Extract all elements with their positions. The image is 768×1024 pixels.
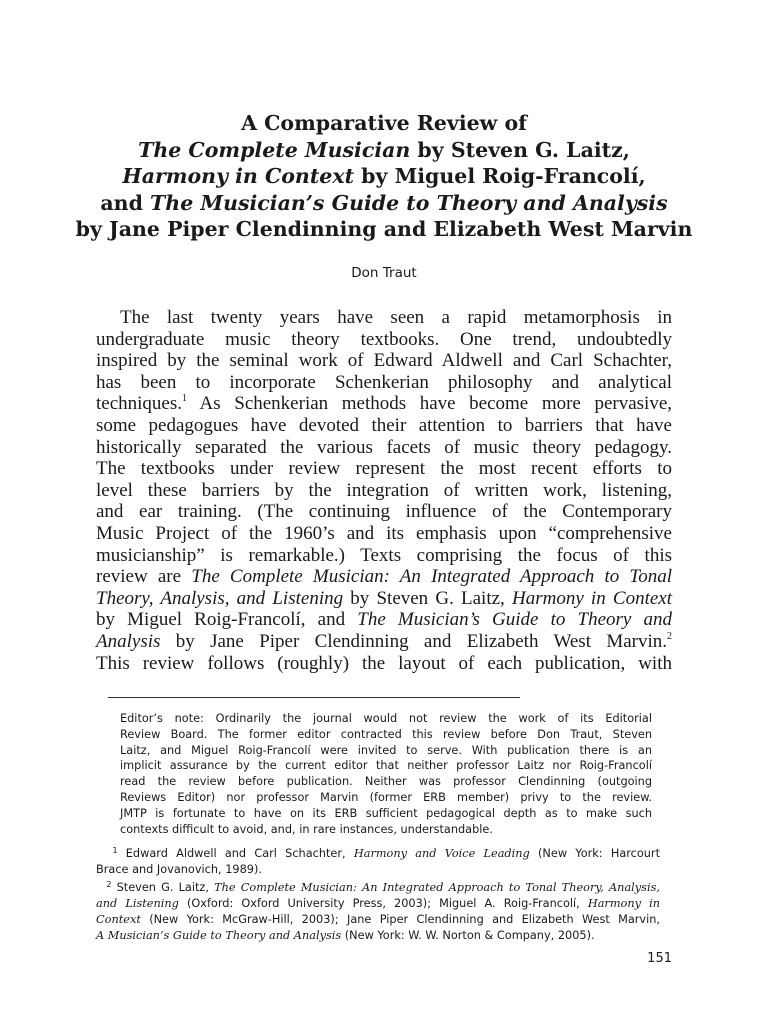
body-text: by Miguel Roig-Francolí, and	[96, 609, 358, 631]
book-title: The Musician’s Guide to Theory and Analysis	[150, 190, 668, 215]
book-title: Harmony in	[587, 897, 660, 910]
footnote-ref[interactable]: 2	[667, 630, 672, 642]
title-text: by Steven G. Laitz,	[410, 137, 630, 162]
title-line: A Comparative Review of	[241, 111, 527, 135]
body-text: As Schenkerian methods have become more pervasive,	[187, 393, 672, 415]
body-text: by Jane Piper Clendinning and Elizabeth West Marvin.	[160, 630, 667, 652]
body-line: level these barriers by the integration of written work, listening,	[96, 479, 672, 501]
book-title: Analysis	[96, 630, 161, 652]
footnote-number: 1	[112, 846, 118, 855]
body-line: The textbooks under review represent the most recent efforts to	[96, 458, 672, 480]
article-title	[60, 110, 708, 243]
book-title: The Complete Musician: An Integrated Approach to Tonal	[191, 566, 673, 588]
body-line: and ear training. (The continuing influence of the Contemporary	[96, 501, 672, 523]
editor-note-line: implicit assurance by the current editor that neither professor Laitz nor Roig-Francolí	[120, 759, 652, 773]
body-line: undergraduate music theory textbooks. One trend, undoubtedly	[96, 328, 672, 350]
footnote-text: Steven G. Laitz,	[111, 881, 215, 894]
body-text: review are	[96, 566, 192, 588]
page-number: 151	[647, 951, 672, 966]
footnote-line	[96, 928, 660, 944]
body-line: historically separated the various facets of music theory pedagogy.	[96, 436, 672, 458]
footnote-text: (New York: W. W. Norton & Company, 2005).	[341, 929, 595, 942]
editor-note-line: Review Board. The former editor contracted this review before Don Traut, Steven	[120, 727, 652, 741]
body-line: The last twenty years have seen a rapid metamorphosis in	[120, 307, 672, 328]
editor-note-line: read the review before publication. Neither was professor Clendinning (outgoing	[120, 775, 652, 789]
body-line	[96, 588, 672, 610]
footnote-ref[interactable]: 1	[182, 393, 188, 405]
editor-note-line: Editor’s note: Ordinarily the journal would not review the work of its Editorial	[120, 712, 652, 725]
footnote-number: 2	[106, 880, 112, 889]
body-line: some pedagogues have devoted their attention to barriers that have	[96, 414, 672, 436]
book-title: The Complete Musician	[138, 137, 411, 162]
editor-note-line: Reviews Editor) nor professor Marvin (former ERB member) privy to the review.	[120, 790, 652, 804]
body-line: This review follows (roughly) the layout of each publication, with	[96, 652, 672, 674]
footnote-1	[96, 846, 660, 878]
editor-note-line: Laitz, and Miguel Roig-Francolí were invited to serve. With publication there is an	[120, 743, 652, 757]
editor-note-line: JMTP is fortunate to have on its ERB sufficient pedagogical depth as to make such	[120, 806, 652, 820]
title-text: and	[100, 190, 151, 215]
body-line	[96, 609, 672, 631]
book-title: Theory, Analysis, and Listening	[96, 587, 344, 609]
book-title: The Musician’s Guide to Theory and	[357, 609, 672, 631]
footnote-line: Brace and Jovanovich, 1989).	[96, 863, 262, 876]
footnote-2	[96, 880, 660, 944]
title-text: by Miguel Roig-Francolí,	[354, 164, 646, 188]
footnote-text: Edward Aldwell and Carl Schachter,	[117, 847, 354, 860]
editor-note	[120, 711, 652, 837]
author-name: Don Traut	[351, 265, 417, 281]
book-title: Harmony and Voice Leading	[353, 847, 530, 860]
title-line	[60, 163, 708, 190]
footnote-text: (New York: McGraw-Hill, 2003); Jane Piper Clendinning and Elizabeth West Marvin,	[140, 913, 660, 926]
editor-note-line: contexts difficult to avoid, and, in rare instances, understandable.	[120, 822, 493, 836]
footnote-divider	[108, 697, 520, 698]
footnote-line	[96, 896, 660, 912]
body-text: by Steven G. Laitz,	[343, 587, 512, 609]
body-line	[96, 631, 672, 653]
footnote-text: (New York: Harcourt	[529, 847, 661, 860]
body-line: musicianship” is remarkable.) Texts comprising the focus of this	[96, 544, 672, 566]
title-line: by Jane Piper Clendinning and Elizabeth West Marvin	[75, 217, 693, 241]
body-line	[96, 566, 672, 588]
book-title: Harmony in Context	[511, 587, 672, 609]
book-title: and Listening	[96, 897, 179, 910]
footnote-line	[96, 880, 660, 896]
body-line: has been to incorporate Schenkerian philosophy and analytical	[96, 371, 672, 393]
title-line	[60, 137, 708, 164]
footnote-text: (Oxford: Oxford University Press, 2003); Miguel A. Roig-Francolí,	[178, 897, 588, 910]
footnote-line	[96, 912, 660, 928]
title-line	[60, 190, 708, 217]
body-line: Music Project of the 1960’s and its emphasis upon “comprehensive	[96, 522, 672, 544]
book-title: Context	[96, 913, 141, 926]
body-line	[96, 393, 672, 415]
book-title: Harmony in Context	[122, 164, 355, 188]
body-text: techniques.	[96, 393, 183, 415]
body-line: inspired by the seminal work of Edward Aldwell and Carl Schachter,	[96, 350, 672, 372]
book-title: The Complete Musician: An Integrated Approach to Tonal Theory, Analysis,	[214, 881, 660, 894]
book-title: A Musician’s Guide to Theory and Analysis	[96, 929, 342, 942]
body-paragraph	[96, 307, 672, 674]
footnote-line	[96, 846, 660, 862]
